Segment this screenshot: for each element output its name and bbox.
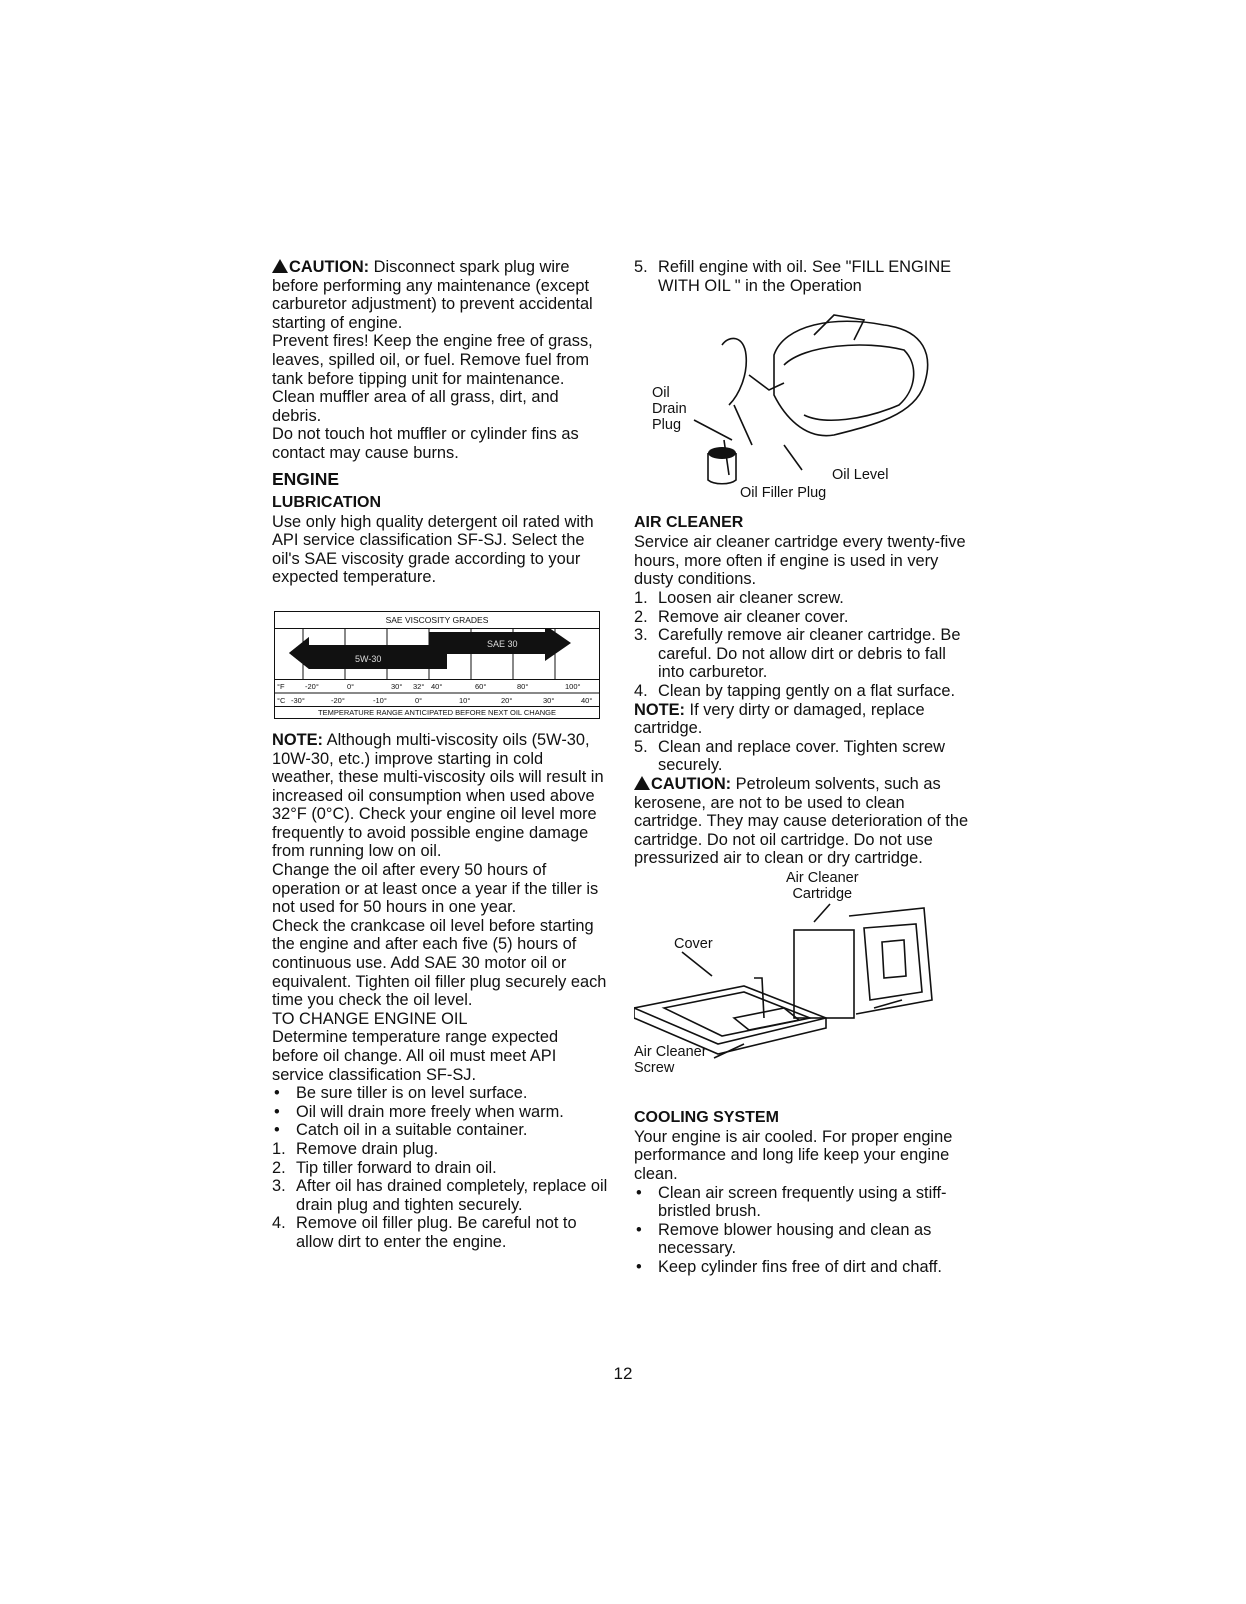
list-item: 1. Loosen air cleaner screw. [634, 588, 844, 607]
note-text: If very dirty or damaged, replace cartridge. [634, 700, 925, 738]
change-oil-paragraph: Change the oil after every 50 hours of operation or at least once a year if the tiller is not used for 50 hours in one year. [272, 861, 599, 917]
oil-change-steps [272, 1140, 608, 1252]
list-item: • Oil will drain more freely when warm. [274, 1102, 564, 1121]
list-item: • Keep cylinder fins free of dirt and chaff. [636, 1258, 942, 1277]
right-column [634, 258, 974, 1277]
oil-filler-plug-label: Oil Filler Plug [740, 485, 827, 502]
caution-text: Disconnect spark plug wire before performing any maintenance (except carburetor adjustment) to prevent accidental starting of engine. [272, 258, 593, 332]
fires-paragraph: Prevent fires! Keep the engine free of grass, leaves, spilled oil, or fuel. Remove fuel from tank before tipping unit for maintenance. Clean muffler area of all grass, dirt, and debris. [272, 332, 593, 425]
warning-triangle-icon [272, 259, 288, 273]
lubrication-paragraph: Use only high quality detergent oil rated with API service classification SF-SJ. Select the oil's SAE viscosity grade according to your expected temperature. [272, 512, 594, 587]
engine-heading: ENGINE [272, 468, 340, 489]
c-tick: 40° [581, 695, 593, 705]
page-number: 12 [613, 1364, 633, 1383]
left-column [272, 258, 608, 1252]
oil-change-bullets [272, 1084, 608, 1140]
bullet-icon: • [636, 1258, 642, 1277]
cover-label: Cover [674, 935, 713, 952]
list-item: 4. Clean by tapping gently on a flat surface. [634, 681, 956, 700]
lubrication-heading: LUBRICATION [272, 493, 382, 511]
list-item: • Clean air screen frequently using a stiff-bristled brush. [636, 1183, 947, 1221]
f-tick: 0° [347, 681, 355, 691]
c-tick: 0° [415, 695, 423, 705]
bar-5w30 [289, 637, 447, 669]
list-item: • Be sure tiller is on level surface. [274, 1084, 528, 1103]
list-item: 3. Carefully remove air cleaner cartridge. Be careful. Do not allow dirt or debris to fall into carburetor. [634, 626, 961, 682]
sae-temperature-scales [275, 679, 599, 706]
air-cleaner-steps-continued [634, 738, 974, 775]
f-tick: 60° [475, 681, 487, 691]
list-item: 4. Remove oil filler plug. Be careful not to allow dirt to enter the engine. [272, 1214, 577, 1251]
f-scale-label: °F [277, 681, 285, 691]
list-item: • Catch oil in a suitable container. [274, 1121, 528, 1140]
caution-label: CAUTION: [651, 774, 732, 793]
list-item: • Remove blower housing and clean as necessary. [636, 1220, 932, 1258]
caution-label: CAUTION: [289, 258, 370, 276]
bar-sae30-label: SAE 30 [487, 638, 518, 649]
air-cleaner-paragraph: Service air cleaner cartridge every twenty-five hours, more often if engine is used in very dusty conditions. [634, 533, 966, 589]
list-item: 5. Clean and replace cover. Tighten screw securely. [634, 737, 945, 775]
sae-viscosity-chart [274, 611, 600, 719]
caution-text: Petroleum solvents, such as kerosene, are not to be used to clean cartridge. They may cause deterioration of the cartridge. Do not oil cartridge. Do not use pressurized air to clean or dry cartridge. [634, 774, 969, 868]
bullet-icon: • [274, 1102, 280, 1121]
cooling-system-heading: COOLING SYSTEM [634, 1108, 779, 1126]
bullet-icon: • [636, 1220, 642, 1239]
list-item: 2. Remove air cleaner cover. [634, 607, 849, 626]
f-tick: 80° [517, 681, 529, 691]
list-item: 2. Tip tiller forward to drain oil. [272, 1158, 497, 1177]
sae-chart-footer: TEMPERATURE RANGE ANTICIPATED BEFORE NEXT OIL CHANGE [275, 706, 599, 718]
c-tick: -30° [291, 695, 305, 705]
caution-paragraph [272, 258, 608, 332]
c-tick: -20° [331, 695, 345, 705]
oil-level-label: Oil Level [832, 467, 889, 484]
warning-triangle-icon [634, 776, 650, 790]
bullet-icon: • [274, 1084, 280, 1103]
bar-5w30-label: 5W-30 [355, 653, 382, 664]
to-change-heading: TO CHANGE ENGINE OIL [272, 1009, 468, 1028]
oil-drain-plug-label: Oil Drain Plug [652, 385, 687, 434]
check-oil-paragraph: Check the crankcase oil level before starting the engine and after each five (5) hours of continuous use. Add SAE 30 motor oil or equivalent. Tighten oil filler plug securely each time you check the oil level. [272, 916, 607, 1010]
list-item: 1. Remove drain plug. [272, 1139, 439, 1158]
bullet-icon: • [636, 1183, 642, 1202]
refill-step [634, 258, 974, 295]
sae-chart-title: SAE VISCOSITY GRADES [275, 612, 599, 629]
f-tick: -20° [305, 681, 319, 691]
air-caution-paragraph [634, 775, 974, 868]
list-item: 5. Refill engine with oil. See "FILL ENGINE WITH OIL " in the Operation [634, 258, 952, 295]
note-text: Although multi-viscosity oils (5W-30, 10W-30, etc.) improve starting in cold weather, these multi-viscosity oils will result in increased oil consumption when used above 32°F (0°C). Check your engine oil level more frequently to avoid possible engine damage from running low on oil. [272, 730, 604, 861]
c-scale-label: °C [277, 695, 286, 705]
cartridge-label: Air Cleaner Cartridge [786, 869, 859, 902]
note-paragraph [272, 731, 608, 861]
air-cleaner-figure [634, 868, 974, 1088]
c-tick: 30° [543, 695, 555, 705]
f-tick: 32° [413, 681, 425, 691]
cooling-bullets [634, 1184, 974, 1277]
c-tick: 10° [459, 695, 471, 705]
sae-chart-graphic [275, 629, 599, 679]
bullet-icon: • [274, 1121, 280, 1140]
cooling-paragraph: Your engine is air cooled. For proper engine performance and long life keep your engine clean. [634, 1127, 953, 1184]
f-tick: 100° [565, 681, 581, 691]
list-item: 3. After oil has drained completely, replace oil drain plug and tighten securely. [272, 1177, 608, 1214]
determine-paragraph: Determine temperature range expected before oil change. All oil must meet API service classification SF-SJ. [272, 1028, 559, 1084]
screw-label: Air Cleaner Screw [634, 1043, 707, 1076]
muffler-paragraph: Do not touch hot muffler or cylinder fins as contact may cause burns. [272, 425, 579, 462]
air-cleaner-steps [634, 589, 974, 701]
c-tick: -10° [373, 695, 387, 705]
c-tick: 20° [501, 695, 513, 705]
air-note-paragraph [634, 701, 974, 738]
note-label: NOTE: [272, 730, 323, 749]
f-tick: 40° [431, 681, 443, 691]
oil-plug-figure [634, 295, 974, 502]
air-cleaner-heading: AIR CLEANER [634, 514, 744, 532]
f-tick: 30° [391, 681, 403, 691]
note-label: NOTE: [634, 700, 685, 719]
